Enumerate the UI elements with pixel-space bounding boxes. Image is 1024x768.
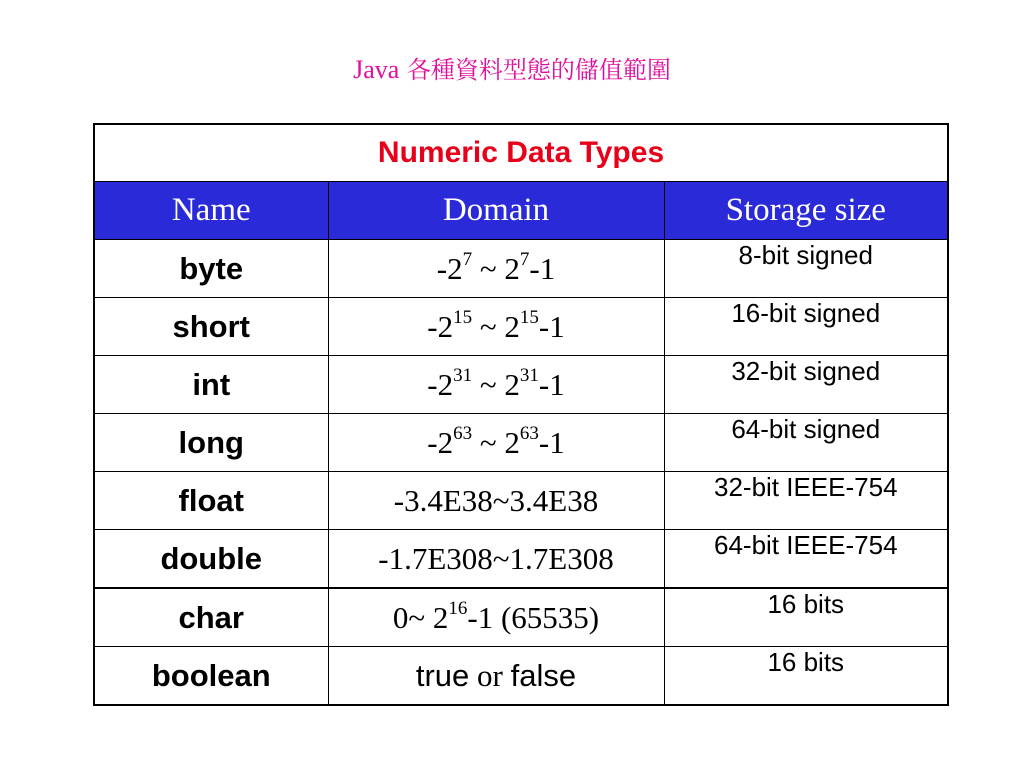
type-name: char	[94, 588, 328, 647]
type-domain: true or false	[328, 647, 664, 706]
type-domain: $-2^{63}$ ~ $2^{63}-1$	[328, 414, 664, 472]
table-row	[94, 356, 948, 414]
slide-title-cjk: 各種資料型態的儲值範圍	[406, 56, 671, 84]
type-storage: 8-bit signed	[664, 240, 948, 298]
type-storage: 32-bit signed	[664, 356, 948, 414]
type-domain: $-2^7$ ~ $2^7-1$	[328, 240, 664, 298]
type-name: boolean	[94, 647, 328, 706]
table-row	[94, 414, 948, 472]
type-storage: 64-bit signed	[664, 414, 948, 472]
type-domain: $-2^{31}$ ~ $2^{31}-1$	[328, 356, 664, 414]
type-name: byte	[94, 240, 328, 298]
type-storage: 16 bits	[664, 647, 948, 706]
table-row	[94, 588, 948, 647]
type-name: long	[94, 414, 328, 472]
table-row	[94, 530, 948, 589]
table-row	[94, 298, 948, 356]
table-row	[94, 472, 948, 530]
type-storage: 64-bit IEEE-754	[664, 530, 948, 589]
table-header-row	[94, 182, 948, 240]
type-domain: $-2^{15}$ ~ $2^{15}-1$	[328, 298, 664, 356]
header-storage: Storage size	[664, 182, 948, 240]
type-storage: 16-bit signed	[664, 298, 948, 356]
slide-title	[0, 50, 1024, 85]
numeric-data-types-table	[93, 123, 949, 706]
table-title-row	[94, 124, 948, 182]
type-name: short	[94, 298, 328, 356]
type-name: double	[94, 530, 328, 589]
table-row	[94, 647, 948, 706]
header-name: Name	[94, 182, 328, 240]
table-title: Numeric Data Types	[94, 124, 948, 182]
header-domain: Domain	[328, 182, 664, 240]
type-domain: -1.7E308~1.7E308	[328, 530, 664, 589]
type-name: int	[94, 356, 328, 414]
table-row	[94, 240, 948, 298]
type-storage: 16 bits	[664, 588, 948, 647]
type-domain: -3.4E38~3.4E38	[328, 472, 664, 530]
type-domain: 0~ $2^{16}-1$ (65535)	[328, 588, 664, 647]
slide-title-latin: Java	[353, 55, 400, 84]
type-name: float	[94, 472, 328, 530]
type-storage: 32-bit IEEE-754	[664, 472, 948, 530]
